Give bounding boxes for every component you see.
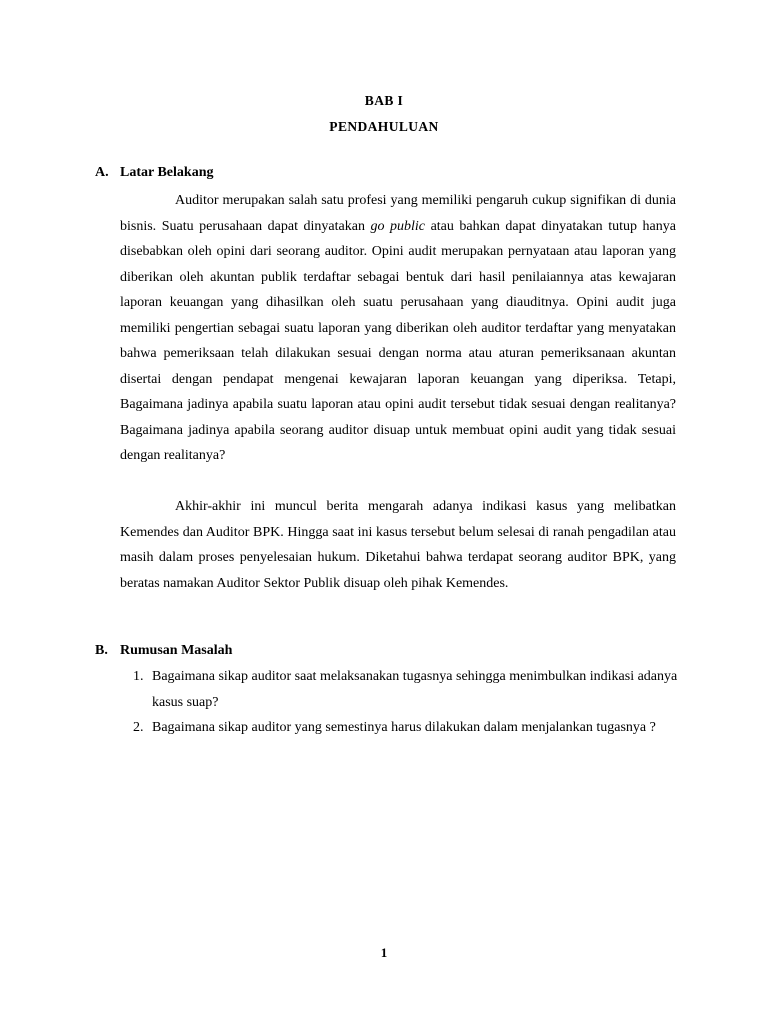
paragraph-text: Akhir-akhir ini muncul berita mengarah adanya indikasi kasus yang melibatkan Kemendes dan Auditor BPK. Hingga saat ini kasus tersebut belum selesai di ranah pengadilan atau masih dalam proses penyelesaian hukum. Diketahui bahwa terdapat seorang auditor BPK, yang beratas namakan Auditor Sektor Publik disuap oleh pihak Kemendes. — [120, 499, 676, 591]
chapter-title: PENDAHULUAN — [329, 118, 439, 134]
chapter-number: BAB I — [364, 93, 404, 108]
paragraph-part-2: atau bahkan dapat dinyatakan tutup hanya disebabkan oleh opini dari seorang auditor. Opini audit merupakan pernyataan atau laporan yang diberikan oleh akuntan publik terdaftar sebagai bentuk dari hasil penilaiannya atas kewajaran laporan keuangan yang dihasilkan oleh suatu perusahaan yang diauditnya. Opini audit juga memiliki pengertian sebagai suatu laporan yang diberikan oleh auditor terdaftar yang menyatakan bahwa pemeriksaan telah dilakukan sesuai dengan norma atau aturan pemeriksanaan akuntan disertai dengan pendapat mengenai kewajaran laporan keuangan yang diperiksa. Tetapi, Bagaimana jadinya apabila suatu laporan atau opini audit tersebut tidak sesuai dengan realitanya? Bagaimana jadinya apabila seorang auditor disuap untuk membuat opini audit yang tidak sesuai dengan realitanya? — [120, 218, 676, 463]
rumusan-masalah-list — [133, 664, 678, 741]
list-item-number: 1. — [133, 669, 144, 684]
paragraph-latar-belakang-1 — [120, 188, 676, 469]
section-label-rumusan-masalah: Rumusan Masalah — [120, 643, 233, 658]
list-item — [133, 664, 678, 715]
paragraph-latar-belakang-2 — [120, 494, 676, 596]
section-label-latar-belakang: Latar Belakang — [120, 165, 214, 180]
paragraph-text — [120, 188, 676, 469]
section-marker-a: A. — [95, 165, 109, 180]
list-item-text: Bagaimana sikap auditor yang semestinya harus dilakukan dalam menjalankan tugasnya ? — [152, 720, 656, 735]
paragraph-part-1: Auditor merupakan salah satu profesi yang memiliki pengaruh cukup signifikan di dunia bisnis. Suatu perusahaan dapat dinyatakan — [120, 193, 676, 234]
list-item-text: Bagaimana sikap auditor saat melaksanakan tugasnya sehingga menimbulkan indikasi adanya kasus suap? — [152, 669, 678, 710]
section-heading-rumusan-masalah — [95, 641, 685, 661]
list-item-number: 2. — [133, 720, 144, 735]
section-heading-latar-belakang — [95, 163, 685, 183]
paragraph-italic-term: go public — [370, 218, 426, 234]
section-marker-b: B. — [95, 643, 108, 658]
list-item — [133, 715, 678, 741]
chapter-heading — [0, 88, 768, 139]
page-number: 1 — [380, 945, 388, 960]
